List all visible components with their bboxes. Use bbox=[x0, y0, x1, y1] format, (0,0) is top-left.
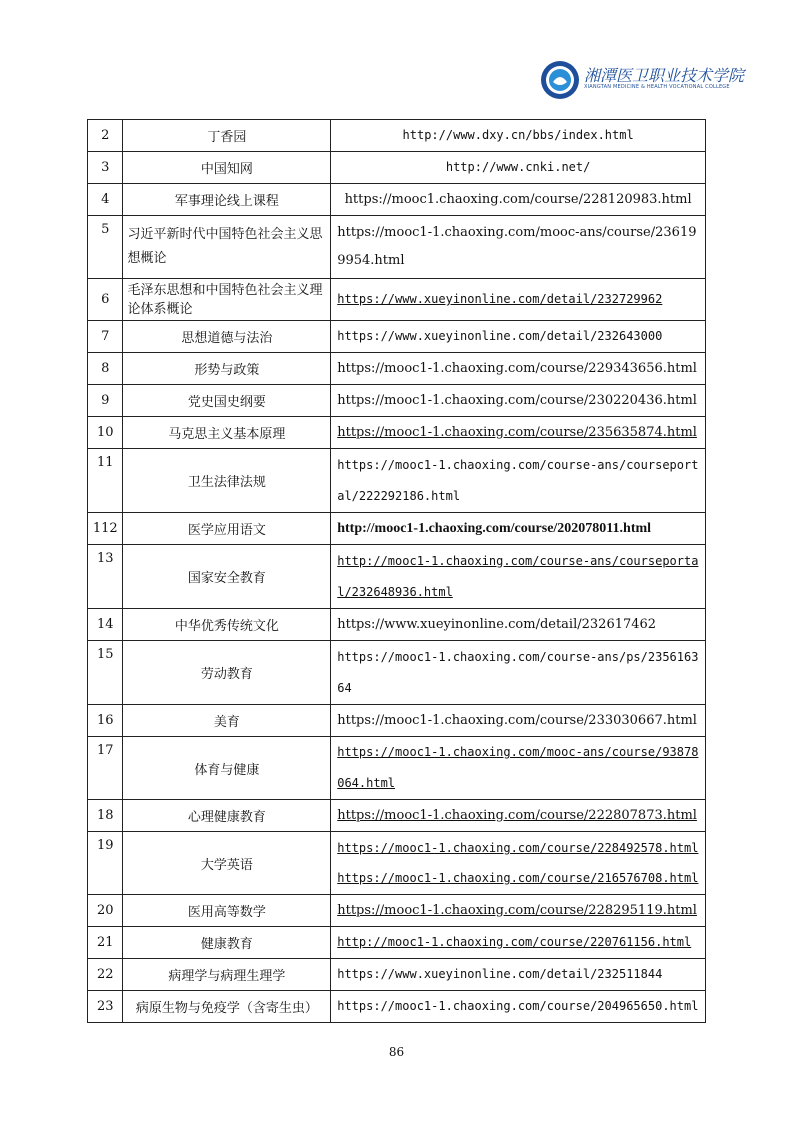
course-resource-table bbox=[87, 119, 706, 1023]
table-row bbox=[88, 800, 706, 832]
row-number: 13 bbox=[88, 545, 123, 609]
row-number: 9 bbox=[88, 385, 123, 417]
school-seal-icon bbox=[540, 60, 580, 100]
table-row bbox=[88, 705, 706, 737]
row-number: 14 bbox=[88, 609, 123, 641]
course-url-list bbox=[331, 832, 706, 895]
course-url[interactable]: https://www.xueyinonline.com/detail/232643000 bbox=[331, 321, 706, 353]
course-url[interactable]: https://mooc1-1.chaoxing.com/course-ans/courseportal/222292186.html bbox=[331, 449, 706, 513]
course-url[interactable]: http://www.cnki.net/ bbox=[331, 152, 706, 184]
row-number: 15 bbox=[88, 641, 123, 705]
row-number: 18 bbox=[88, 800, 123, 832]
course-name: 习近平新时代中国特色社会主义思想概论 bbox=[123, 216, 331, 279]
row-number: 8 bbox=[88, 353, 123, 385]
course-url[interactable]: https://mooc1.chaoxing.com/course/228120983.html bbox=[331, 184, 706, 216]
table-row bbox=[88, 385, 706, 417]
course-url[interactable]: https://mooc1-1.chaoxing.com/course/229343656.html bbox=[331, 353, 706, 385]
course-name: 健康教育 bbox=[123, 927, 331, 959]
course-name: 医用高等数学 bbox=[123, 895, 331, 927]
row-number: 21 bbox=[88, 927, 123, 959]
row-number: 3 bbox=[88, 152, 123, 184]
table-row bbox=[88, 353, 706, 385]
table-row bbox=[88, 737, 706, 800]
row-number: 4 bbox=[88, 184, 123, 216]
row-number: 112 bbox=[88, 513, 123, 545]
table-row bbox=[88, 927, 706, 959]
course-url[interactable]: https://mooc1-1.chaoxing.com/course/204965650.html bbox=[331, 991, 706, 1023]
table-row bbox=[88, 832, 706, 895]
table-row bbox=[88, 545, 706, 609]
row-number: 6 bbox=[88, 279, 123, 321]
course-name: 体育与健康 bbox=[123, 737, 331, 800]
course-name: 思想道德与法治 bbox=[123, 321, 331, 353]
row-number: 17 bbox=[88, 737, 123, 800]
course-name: 病理学与病理生理学 bbox=[123, 959, 331, 991]
table-row bbox=[88, 449, 706, 513]
course-name: 大学英语 bbox=[123, 832, 331, 895]
course-url[interactable]: https://mooc1-1.chaoxing.com/course/228492578.html bbox=[337, 841, 699, 855]
course-name: 医学应用语文 bbox=[123, 513, 331, 545]
table-row bbox=[88, 991, 706, 1023]
course-url[interactable]: http://mooc1-1.chaoxing.com/course/220761156.html bbox=[331, 927, 706, 959]
row-number: 23 bbox=[88, 991, 123, 1023]
course-url[interactable]: https://mooc1-1.chaoxing.com/course/216576708.html bbox=[337, 871, 699, 885]
course-url[interactable]: http://www.dxy.cn/bbs/index.html bbox=[331, 120, 706, 152]
course-name: 中国知网 bbox=[123, 152, 331, 184]
course-url[interactable]: https://mooc1-1.chaoxing.com/course/230220436.html bbox=[331, 385, 706, 417]
table-row bbox=[88, 417, 706, 449]
course-name: 党史国史纲要 bbox=[123, 385, 331, 417]
table-row bbox=[88, 321, 706, 353]
course-url[interactable]: https://www.xueyinonline.com/detail/232729962 bbox=[331, 279, 706, 321]
course-name: 形势与政策 bbox=[123, 353, 331, 385]
course-url[interactable]: https://mooc1-1.chaoxing.com/course/222807873.html bbox=[331, 800, 706, 832]
table-row bbox=[88, 152, 706, 184]
course-name: 国家安全教育 bbox=[123, 545, 331, 609]
school-name: 湘潭医卫职业技术学院 bbox=[584, 66, 745, 85]
course-name: 劳动教育 bbox=[123, 641, 331, 705]
course-name: 军事理论线上课程 bbox=[123, 184, 331, 216]
school-name-en: XIANGTAN MEDICINE & HEALTH VOCATIONAL COLLEGE bbox=[584, 84, 730, 90]
row-number: 10 bbox=[88, 417, 123, 449]
table-row bbox=[88, 513, 706, 545]
course-url[interactable]: https://mooc1-1.chaoxing.com/mooc-ans/course/93878064.html bbox=[331, 737, 706, 800]
row-number: 5 bbox=[88, 216, 123, 279]
course-name: 美育 bbox=[123, 705, 331, 737]
school-logo bbox=[540, 60, 745, 100]
course-name: 病原生物与免疫学（含寄生虫） bbox=[123, 991, 331, 1023]
page-number: 86 bbox=[388, 1045, 405, 1059]
course-url[interactable]: https://mooc1-1.chaoxing.com/course/235635874.html bbox=[331, 417, 706, 449]
row-number: 20 bbox=[88, 895, 123, 927]
row-number: 19 bbox=[88, 832, 123, 895]
row-number: 11 bbox=[88, 449, 123, 513]
course-url[interactable]: https://mooc1-1.chaoxing.com/course-ans/ps/235616364 bbox=[331, 641, 706, 705]
table-row bbox=[88, 216, 706, 279]
course-url[interactable]: https://mooc1-1.chaoxing.com/mooc-ans/course/236199954.html bbox=[331, 216, 706, 279]
table-row bbox=[88, 895, 706, 927]
course-url[interactable]: http://mooc1-1.chaoxing.com/course-ans/courseportal/232648936.html bbox=[331, 545, 706, 609]
course-name: 卫生法律法规 bbox=[123, 449, 331, 513]
course-name: 丁香园 bbox=[123, 120, 331, 152]
table-row bbox=[88, 120, 706, 152]
row-number: 16 bbox=[88, 705, 123, 737]
course-url[interactable]: https://www.xueyinonline.com/detail/232617462 bbox=[331, 609, 706, 641]
course-url[interactable]: http://mooc1-1.chaoxing.com/course/202078011.html bbox=[331, 513, 706, 545]
course-name: 马克思主义基本原理 bbox=[123, 417, 331, 449]
course-url[interactable]: https://mooc1-1.chaoxing.com/course/233030667.html bbox=[331, 705, 706, 737]
row-number: 7 bbox=[88, 321, 123, 353]
course-url[interactable]: https://www.xueyinonline.com/detail/232511844 bbox=[331, 959, 706, 991]
course-name: 中华优秀传统文化 bbox=[123, 609, 331, 641]
table-row bbox=[88, 184, 706, 216]
table-row bbox=[88, 959, 706, 991]
table-row bbox=[88, 609, 706, 641]
table-row bbox=[88, 279, 706, 321]
course-url[interactable]: https://mooc1-1.chaoxing.com/course/228295119.html bbox=[331, 895, 706, 927]
table-row bbox=[88, 641, 706, 705]
course-name: 心理健康教育 bbox=[123, 800, 331, 832]
row-number: 2 bbox=[88, 120, 123, 152]
row-number: 22 bbox=[88, 959, 123, 991]
course-name: 毛泽东思想和中国特色社会主义理论体系概论 bbox=[123, 279, 331, 321]
